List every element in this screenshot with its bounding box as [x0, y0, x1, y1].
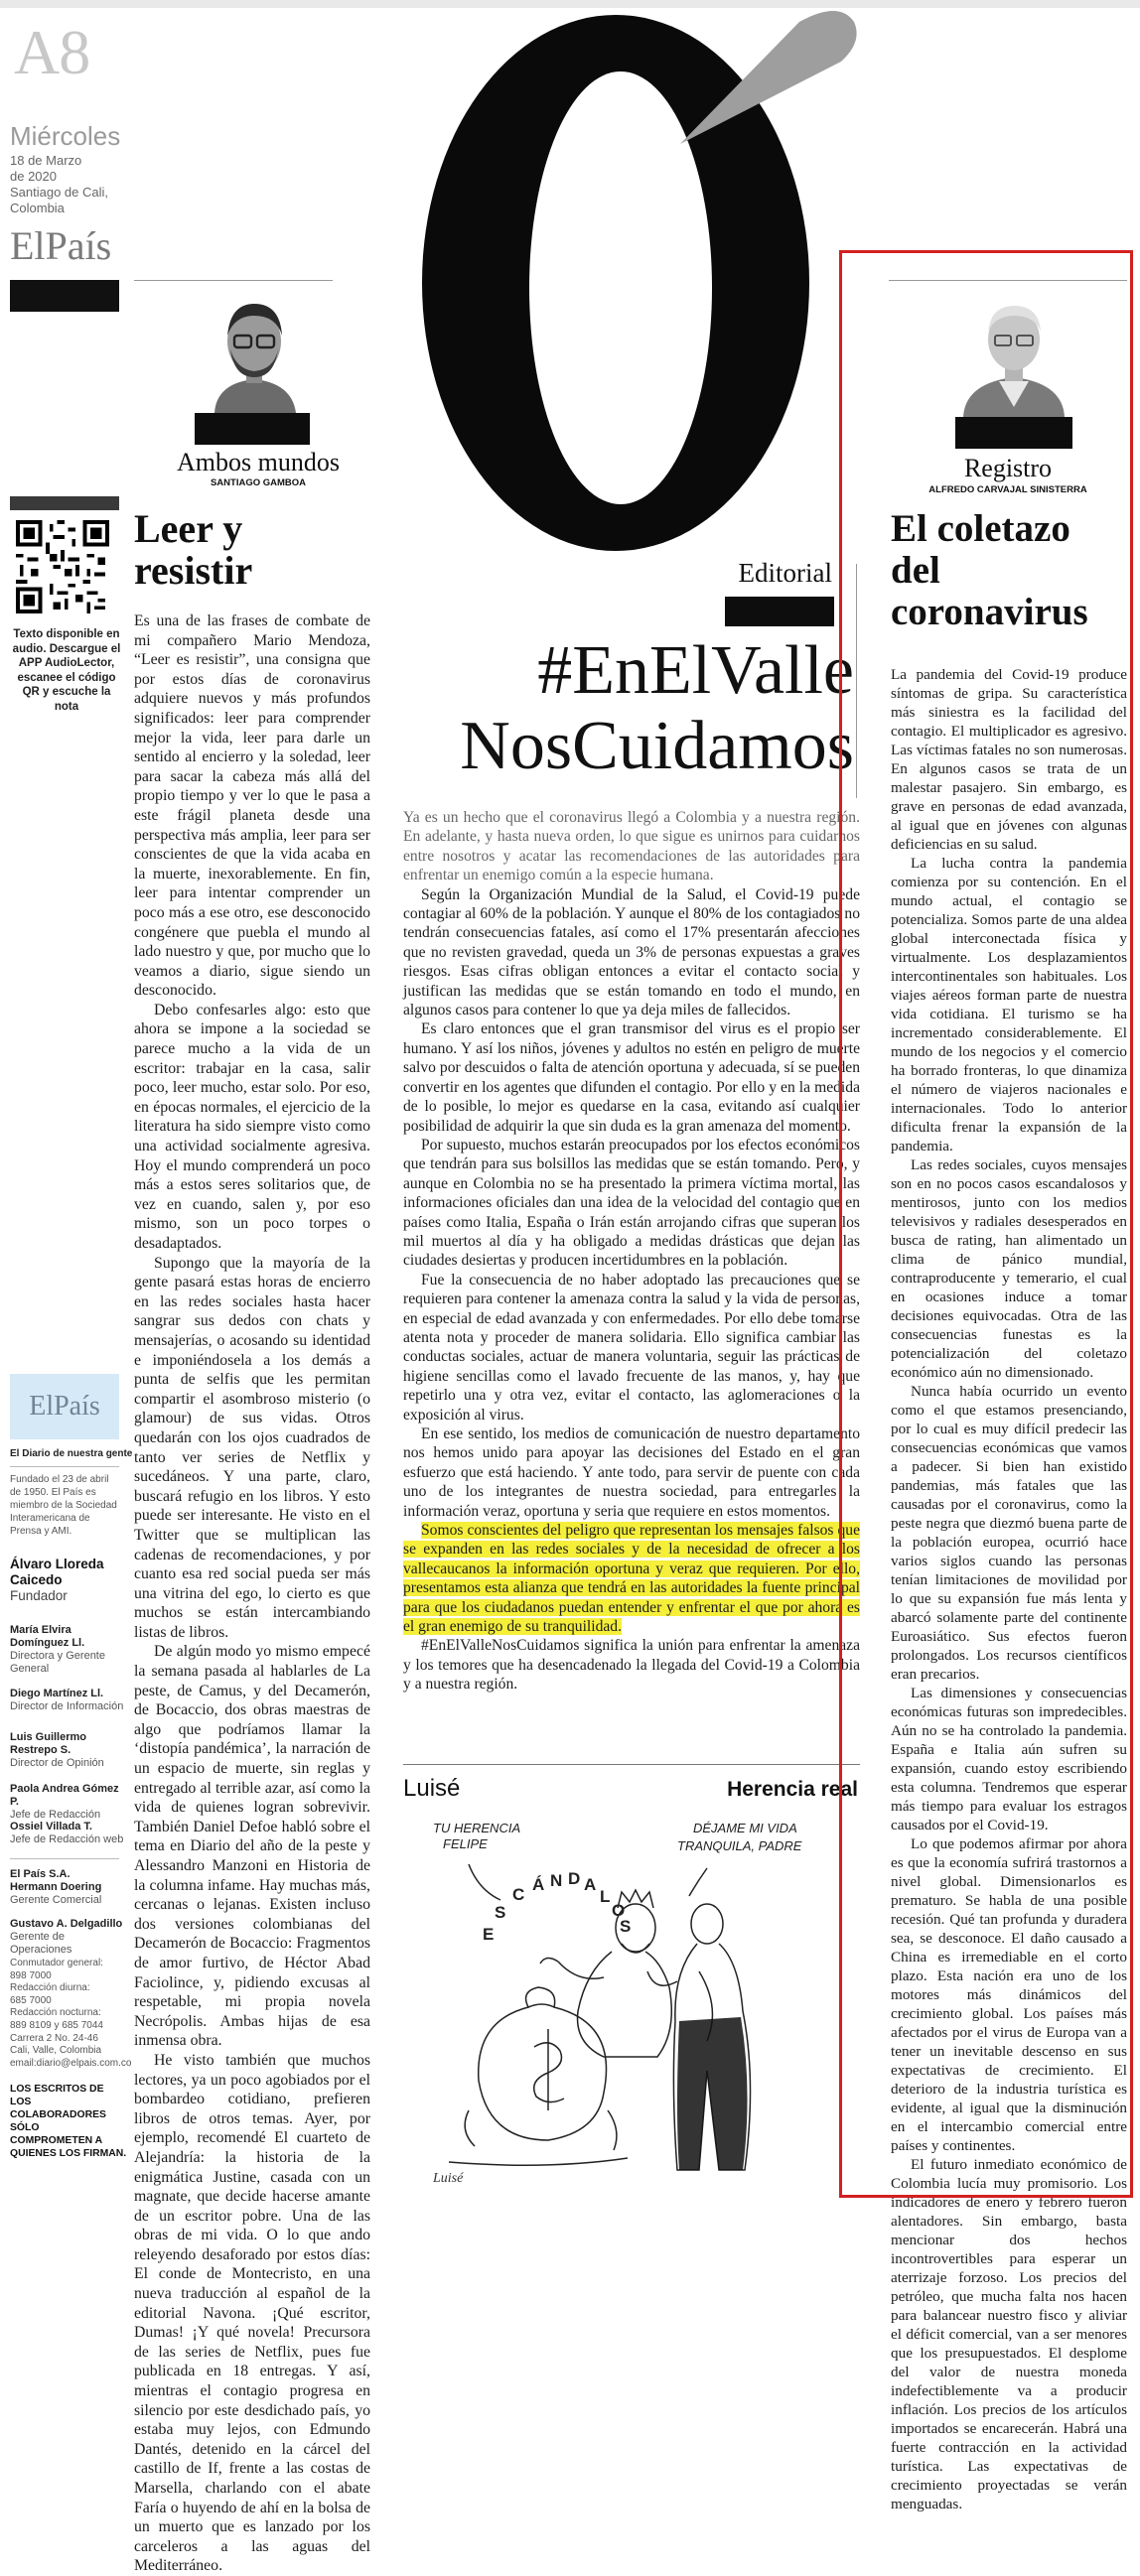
masthead-staff-5: Ossiel Villada T. Jefe de Redacción web	[10, 1821, 124, 1845]
accent-mark	[650, 0, 869, 149]
masthead-staff-7: Gustavo A. Delgadillo Gerente de Operaciones	[10, 1918, 123, 1956]
cartoon-letter: E	[483, 1925, 495, 1944]
cartoon-letter: S	[495, 1903, 506, 1922]
masthead-tagline: El Diario de nuestra gente	[10, 1448, 133, 1459]
section-label-registro: Registro	[963, 454, 1053, 482]
qr-code	[16, 520, 109, 613]
cartoon-title: Herencia real	[727, 1778, 858, 1801]
cartoon-letter: N	[550, 1871, 563, 1890]
author-photo-gamboa	[195, 286, 314, 413]
cartoon-drawing	[409, 1813, 856, 2200]
masthead-disclaimer: LOS ESCRITOS DE LOS COLABORADORES SÓLO COMPROMETEN A QUIENES LOS FIRMAN.	[10, 2084, 127, 2159]
cartoon-letter: S	[620, 1917, 632, 1936]
photo-black-bar-right	[955, 417, 1072, 449]
redaction-bar	[10, 280, 119, 312]
column-title-coletazo: El coletazo del coronavirus	[891, 507, 1088, 633]
author-name-gamboa: SANTIAGO GAMBOA	[210, 477, 307, 488]
page-date: 18 de Marzo de 2020 Santiago de Cali, Colombia	[10, 153, 109, 215]
brand-logo: ElPaís	[10, 223, 112, 268]
editorial-highlighted-text: Somos conscientes del peligro que representan los mensajes falsos que se expanden en las redes sociales y de la necesidad de ofrecer a los vallecaucanos la información oportuna y veraz que requieren. Por ello, presentamos esta alianza que tendrá en las autoridades la fuente principal para que los ciudadanos puedan entender y enfrentar el que por ahora es el gran enemigo de su tranquilidad.	[403, 1522, 860, 1636]
cartoon-letter: Á	[532, 1875, 545, 1894]
editorial-body: Ya es un hecho que el coronavirus llegó a Colombia y a nuestra región. En adelante, y hasta nueva orden, lo que sigue es unirnos para cuidarnos entre nosotros y acatar las recomendaciones de las autoridades para enfrentar un enemigo común a la especie humana. Según la Organización Mundial de la Salud, el Covid-19 puede contagiar al 60% de la población. Y aunque el 80% de los contagiados no tendrán consecuencias fatales, así como el 17% presentarán afecciones que no revisten gravedad, queda un 3% de personas expuestas a graves riesgos. Esas cifras obligan entonces a evitar el contacto social y justifican las medidas que se están tomando en todo el mundo, en algunos casos para contener lo que ya deja miles de fallecidos. Es claro entonces que el gran transmisor del virus es el propio ser humano. Y así los niños, jóvenes y adultos no estén en peligro de muerte salvo por descuidos o falta de atención oportuna y adecuada, sí se pueden convertir en los agentes que difunden el contagio. Por ello y en la medida de lo posible, lo mejor es quedarse en la casa, evitando así cualquier posibilidad de adquirir la que sin duda es la gran amenaza del momento. Por supuesto, muchos estarán preocupados por los efectos económicos que tendrán para sus bolsillos las medidas que se están tomando. Pero, y aunque en Colombia no se ha presentado la primera víctima mortal, las informaciones oficiales dan una idea de la velocidad del contagio que en países como Italia, España o Irán están arrojando cifras que superan los mil muertos al día y ha obligado a medidas drásticas que dejan las ciudades desiertas y producen incertidumbres en la población. Fue la consecuencia de no haber adoptado las precauciones que se requieren para contener la amenaza contra la salud y la vida de personas, en especial de edad avanzada y con enfermedades. Por ello debe tomarse atenta nota y proceder de manera solidaria. Ello significa cambiar las conductas sociales, actuar de manera voluntaria, seguir las prácticas de higiene sencillas como el lavado frecuente de las manos, y, hay que repetirlo una y otra vez, evitar el contacto, las aglomeraciones o la exposición al virus. En ese sentido, los medios de comunicación de nuestro departamento nos hemos unido para apoyar las decisiones del Estado en el gran esfuerzo que está haciendo. Y ante todo, para servir de puente con cada uno de los integrantes de nuestra sociedad, para entregarles la información veraz, oportuna y seria que requiere en estos momentos. Somos conscientes del peligro que representan los mensajes falsos que se expanden en las redes sociales y de la necesidad de ofrecer a los vallecaucanos la información oportuna y veraz que requieren. Por ello, presentamos esta alianza que tendrá en las autoridades la fuente principal para que los ciudadanos puedan entender y enfrentar el que por ahora es el gran enemigo de su tranquilidad. #EnElValleNosCuidamos significa la unión para enfrentar la amenaza y los temores que ha desencadenado la llegada del Covid-19 a Colombia y a nuestra región.	[403, 809, 860, 1694]
column-body-gamboa: Es una de las frases de combate de mi compañero Mario Mendoza, “Leer es resistir”, una consigna que por estos días de coronavirus adquiere nuevos y más profundos significados: leer para comprender mejor la vida, leer para darle un sentido al encierro y la soledad, leer para sacar la cabeza más allá del propio tiempo y ver lo que le pasa a este frágil planeta desde una perspectiva más amplia, leer para ser conscientes de que la vida acaba en la muerte, inexorablemente. En fin, leer para intentar comprender un poco más a ese otro, ese desconocido congénere que puebla el mundo al lado nuestro y que, por mucho que lo veamos a diario, sigue siendo un desconocido. Debo confesarles algo: esto que ahora se impone a la sociedad se parece mucho a la vida de un escritor: trabajar en la casa, salir poco, leer mucho, estar solo. Por eso, en épocas normales, el ejercicio de la literatura ha sido siempre visto como una actividad socialmente agresiva. Hoy el mundo comprenderá un poco más a estos seres solitarios que, de vez en cuando, salen y, por eso mismo, son un poco torpes o desadaptados. Supongo que la mayoría de la gente pasará estas horas de encierro en las redes sociales hasta hacer sangrar sus dedos con chats y mensajerías, o acosando su identidad e imponiéndosela a los demás a punta de selfis que les permitan compartir el asombroso misterio (o glamour) de sus vidas. Otros quedarán con los ojos cuadrados de tanto ver series de Netflix y sucedáneos. Y una parte, claro, buscará refugio en los libros. Y esto puede ser interesante. He visto en el Twitter que se multiplican las cadenas de recomendaciones, y por cuanto esa red social pueda ser más una vitrina del ego, lo cierto es que muchos se están intercambiando listas de libros. De algún modo yo mismo empecé la semana pasada al hablarles de La peste, de Camus, y del Decamerón, de Bocaccio, dos obras maestras de algo que podríamos llamar la ‘distopía pandémica’, la narración de un espacio de muerte, sin reglas y entregado al terrible azar, así como la vida de quienes logran sobrevivir. También Daniel Defoe habló sobre el tema en Diario del año de la peste y Alessandro Manzoni en Historia de la columna infame. Hay muchas más, cercanas o lejanas. Existen incluso dos versiones colombianas del Decamerón de Bocaccio: Fragmentos de amor furtivo, de Héctor Abad Faciolince, y, pidiendo excusas al respetable, mi propia novela Necrópolis. Ambas hijas de esa inmensa obra. He visto también que muchos lectores, ya un poco agobiados por el bombardeo cotidiano, prefieren libros de otros temas. Ayer, por ejemplo, recomendé El cuarteto de Alejandría: la historia de la enigmática Justine, casada con un magnate, que decide hacerse amante de un escritor pobre. Una de las obras de mi vida. O lo que ando releyendo desaforado por estos días: El conde de Montecristo, en una nueva traducción al español de la editorial Navona. ¡Qué escritor, Dumas! ¡Y qué novela! Precursora de las series de Netflix, pues fue publicada en 18 entregas. Y así, mientras el contagio progresa en silencio por este desdichado país, yo estaba muy lejos, con Edmundo Dantés, detenido en la cárcel del castillo de If, frente a las costas de Marsella, charlando con el abate Faría o huyendo de ahí en la bolsa de un muerto que es lanzado por los carceleros a las aguas del Mediterráneo.	[134, 612, 370, 2575]
masthead-logo-box: ElPaís	[10, 1374, 119, 1439]
cartoon-bubble-right-line1: DÉJAME MI VIDA	[693, 1821, 797, 1835]
cartoon-letter: A	[584, 1875, 597, 1894]
masthead-staff-2: Diego Martínez Ll. Director de Información	[10, 1688, 124, 1712]
cartoon-bubble-left-line2: FELIPE	[443, 1836, 488, 1851]
author-photo-carvajal	[955, 286, 1072, 417]
cartoon-signature: Luisé	[433, 2171, 464, 2186]
qr-top-bar	[10, 496, 119, 510]
editorial-side-rule	[856, 564, 857, 798]
cartoon-author: Luisé	[403, 1775, 461, 1802]
masthead-staff-1: María Elvira Domínguez Ll. Directora y Gerente General	[10, 1624, 105, 1675]
masthead-staff-6: El País S.A. Hermann Doering Gerente Comercial	[10, 1868, 102, 1906]
cartoon-bubble-right-line2: TRANQUILA, PADRE	[677, 1838, 802, 1853]
editorial-headline: #EnElValle NosCuidamos	[460, 632, 854, 784]
masthead-founded: Fundado el 23 de abril de 1950. El País es miembro de la Sociedad Interamericana de Prensa y AMI.	[10, 1474, 117, 1537]
author-name-carvajal: ALFREDO CARVAJAL SINISTERRA	[928, 484, 1087, 495]
column-body-carvajal: La pandemia del Covid-19 produce síntomas de gripa. Su característica más siniestra es la facilidad del contagio. El multiplicador es agresivo. Las víctimas fatales no son numerosas. En algunos casos se trata de un malestar pasajero. Sin embargo, es grave en personas de edad avanzada, al igual que en jóvenes con algunas deficiencias en su salud. La lucha contra la pandemia comienza por su contención. En el mundo actual, el contagio se potencializa. Somos parte de una aldea global interconectada física y virtualmente. Los desplazamientos intercontinentales son habituales. Los viajes aéreos forman parte de nuestra vida cotidiana. El turismo se ha incrementado considerablemente. El mundo de los negocios y el comercio ha borrado fronteras, lo que dinamiza el número de viajeros nacionales e internacionales. Todo lo anterior dificulta frenar la expansión de la pandemia. Las redes sociales, cuyos mensajes son en no pocos casos escandalosos y mentirosos, junto con los medios televisivos y radiales desesperados en busca de rating, han alimentado un clima de pánico mundial, contraproducente y temerario, el cual en ocasiones induce a tomar decisiones equivocadas. Otra de las consecuencias funestas es la potencialización del coletazo económico aún no dimensionado. Nunca había ocurrido un evento como el que estamos presenciando, por lo cual es muy difícil predecir las consecuencias económicas que vamos a padecer. Si bien han existido pandemias, más fatales que las causadas por el coronavirus, como la peste negra que diezmó buena parte de la población europea, ocurrió hace varios siglos cuando las personas tenían limitaciones de movilidad por lo que su expansión fue más lenta y abarcó solamente parte del continente Euroasiático. Sus efectos fueron prolongados. Los recursos científicos eran precarios. Las dimensiones y consecuencias económicas futuras son impredecibles. Aún no se ha controlado la pandemia. España e Italia aún sufren su expansión, cuando estoy escribiendo esta columna. Tendremos que esperar más tiempo para evaluar los estragos causados por el Covid-19. Lo que podemos afirmar por ahora es que la economía sufrirá trastornos a nivel global. Dimensionarlos es prematuro. Se habla de una posible recesión. Qué tan profunda y duradera sea, se desconoce. El daño causado a China es irremediable en el corto plazo. Esta nación era uno de los motores más dinámicos del crecimiento global. Los países más afectados por el virus de Europa van a tener un inevitable descenso en sus expectativas de crecimiento. El deterioro de la industria turística es evidente, al igual que la disminución en el intercambio comercial entre países y continentes. El futuro inmediato económico de Colombia lucía muy promisorio. Los indicadores de enero y febrero fueron alentadores. Sin embargo, basta mencionar dos hechos incontrovertibles para esperar un aterrizaje forzoso. Los precios del petróleo, que mucha falta nos hacen para balancear nuestro fisco y aliviar el déficit comercial, van a ser menores que los presupuestados. El desplome del valor de nuestra moneda indefectiblemente va a producir inflación. Los precios de los artículos importados se encarecerán. Habrá una fuerte contracción en la actividad turística. Las expectativas de crecimiento proyectadas se verán menguadas.	[891, 666, 1127, 2512]
masthead-staff-4: Paola Andrea Gómez P. Jefe de Redacción	[10, 1783, 119, 1821]
cartoon-letter: L	[600, 1887, 611, 1906]
cartoon-letter: C	[512, 1885, 525, 1904]
masthead-contact: Conmutador general: 898 7000 Redacción diurna: 685 7000 Redacción nocturna: 889 8109 y 685 7044 Carrera 2 No. 24-46 Cali, Valle, Colombia email:diario@elpais.com.co	[10, 1958, 132, 2069]
cartoon-letter: D	[568, 1869, 581, 1888]
section-label-ambos-mundos: Ambos mundos	[177, 448, 340, 476]
photo-black-bar	[195, 413, 310, 445]
qr-caption: Texto disponible en audio. Descargue el APP AudioLector, escanee el código QR y escuche la nota	[12, 628, 121, 713]
editorial-label: Editorial	[738, 558, 832, 588]
page-day: Miércoles	[10, 121, 121, 151]
page-number: A8	[14, 17, 90, 87]
column-title-leer-y-resistir: Leer y resistir	[134, 506, 253, 593]
cartoon-bubble-left-line1: TU HERENCIA	[433, 1821, 521, 1835]
masthead-staff-3: Luis Guillermo Restrepo S. Director de Opinión	[10, 1731, 104, 1769]
masthead-founder: Álvaro Lloreda Caicedo Fundador	[10, 1557, 104, 1603]
editorial-black-bar	[725, 597, 834, 626]
cartoon-letter: O	[612, 1901, 626, 1920]
